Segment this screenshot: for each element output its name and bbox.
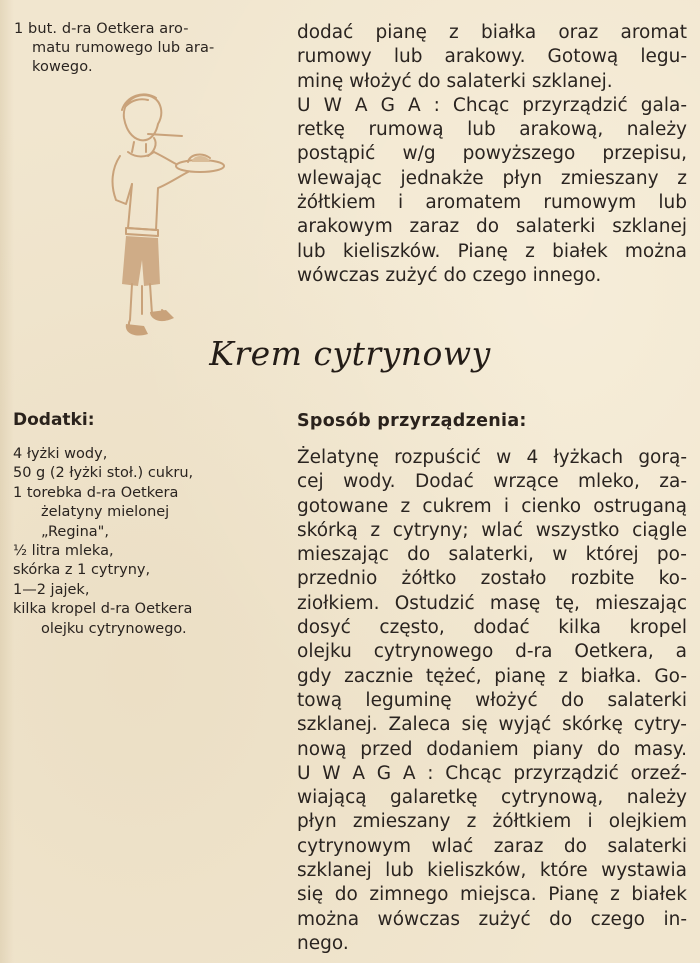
ingredient-item: kilka kropel d-ra Oetkera [13, 601, 193, 618]
method-line: dosyć często, dodać kilka kropel [297, 617, 687, 639]
ingredient-item: olejku cytrynowego. [41, 620, 187, 637]
method-heading: Sposób przyrządzenia: [297, 411, 527, 431]
method-line: wówczas zużyć do czego innego. [297, 264, 602, 286]
method-line: U W A G A : Chcąc przyrządzić orzeź- [297, 762, 687, 784]
method-line: lub kieliszków. Pianę z białek można [297, 240, 687, 262]
method-line: gdy zacznie tężeć, pianę z białka. Go- [297, 665, 687, 687]
ingredient-line: kowego. [32, 59, 93, 75]
method-line: cytrynowym wlać zaraz do salaterki [297, 835, 687, 857]
ingredient-item: ½ litra mleka, [13, 543, 114, 560]
method-line: szklanej lub kieliszków, które wystawia [297, 860, 687, 882]
method-line: ziołkiem. Ostudzić masę tę, mieszając [297, 592, 687, 614]
ingredient-item: żelatyny mielonej [41, 504, 170, 521]
ingredient-item: 50 g (2 łyżki stoł.) cukru, [13, 465, 194, 482]
method-line: wlewając jednakże płyn zmieszany z [297, 167, 687, 189]
ingredient-item: 4 łyżki wody, [13, 446, 108, 462]
method-line: nego. [297, 932, 349, 954]
method-line: arakowym zaraz do salaterki szklanej [297, 216, 687, 238]
method-line: cej wody. Dodać wrzące mleko, za- [297, 471, 687, 493]
ingredient-item: 1 torebka d-ra Oetkera [13, 484, 179, 501]
method-line: skórką z cytryny; wlać wszystko ciągle [297, 519, 687, 541]
method-line: płyn zmieszany z żółtkiem i olejkiem [297, 811, 687, 833]
previous-recipe-ingredient [14, 20, 284, 77]
method-line: wiającą galaretkę cytrynową, należy [297, 787, 687, 809]
ingredients-heading: Dodatki: [13, 410, 95, 430]
ingredient-line: 1 but. d-ra Oetkera aro- [14, 21, 189, 37]
method-line: gotowane z cukrem i cienko ostruganą [297, 495, 687, 517]
method-line: mieszając do salaterki, w której po- [297, 544, 687, 566]
method-line: przednio żółtko zostało rozbite ko- [297, 568, 687, 590]
ingredient-item: 1—2 jajek, [13, 581, 90, 598]
method-line: się do zimnego miejsca. Pianę z białek [297, 884, 687, 906]
method-line: minę włożyć do salaterki szklanej. [297, 70, 613, 92]
ingredients-list [13, 445, 283, 639]
ingredient-item: „Regina", [41, 523, 109, 540]
method-line: szklanej. Zaleca się wyjąć skórkę cytry- [297, 714, 687, 736]
method-line: można wówczas zużyć do czego in- [297, 908, 687, 930]
boy-eating-dessert-illustration [92, 88, 232, 348]
previous-recipe-method [297, 21, 687, 288]
method-line: postąpić w/g powyższego przepisu, [297, 143, 687, 165]
method-line: dodać pianę z białka oraz aromat [297, 22, 687, 43]
method-line: rumowy lub arakowy. Gotową legu- [297, 46, 687, 68]
method-line: żółtkiem i aromatem rumowym lub [297, 192, 687, 214]
method-line: Żelatynę rozpuścić w 4 łyżkach gorą- [297, 447, 687, 468]
method-line: nową przed dodaniem piany do masy. [297, 738, 687, 760]
method-line: tową leguminę włożyć do salaterki [297, 689, 687, 711]
recipe-title: Krem cytrynowy [209, 334, 491, 373]
method-line: U W A G A : Chcąc przyrządzić gala- [297, 94, 687, 116]
method-text [297, 446, 687, 956]
method-line: olejku cytrynowego d-ra Oetkera, a [297, 641, 687, 663]
ingredient-line: matu rumowego lub ara- [32, 40, 215, 56]
ingredient-item: skórka z 1 cytryny, [13, 562, 151, 579]
method-line: retkę rumową lub arakową, należy [297, 119, 687, 141]
